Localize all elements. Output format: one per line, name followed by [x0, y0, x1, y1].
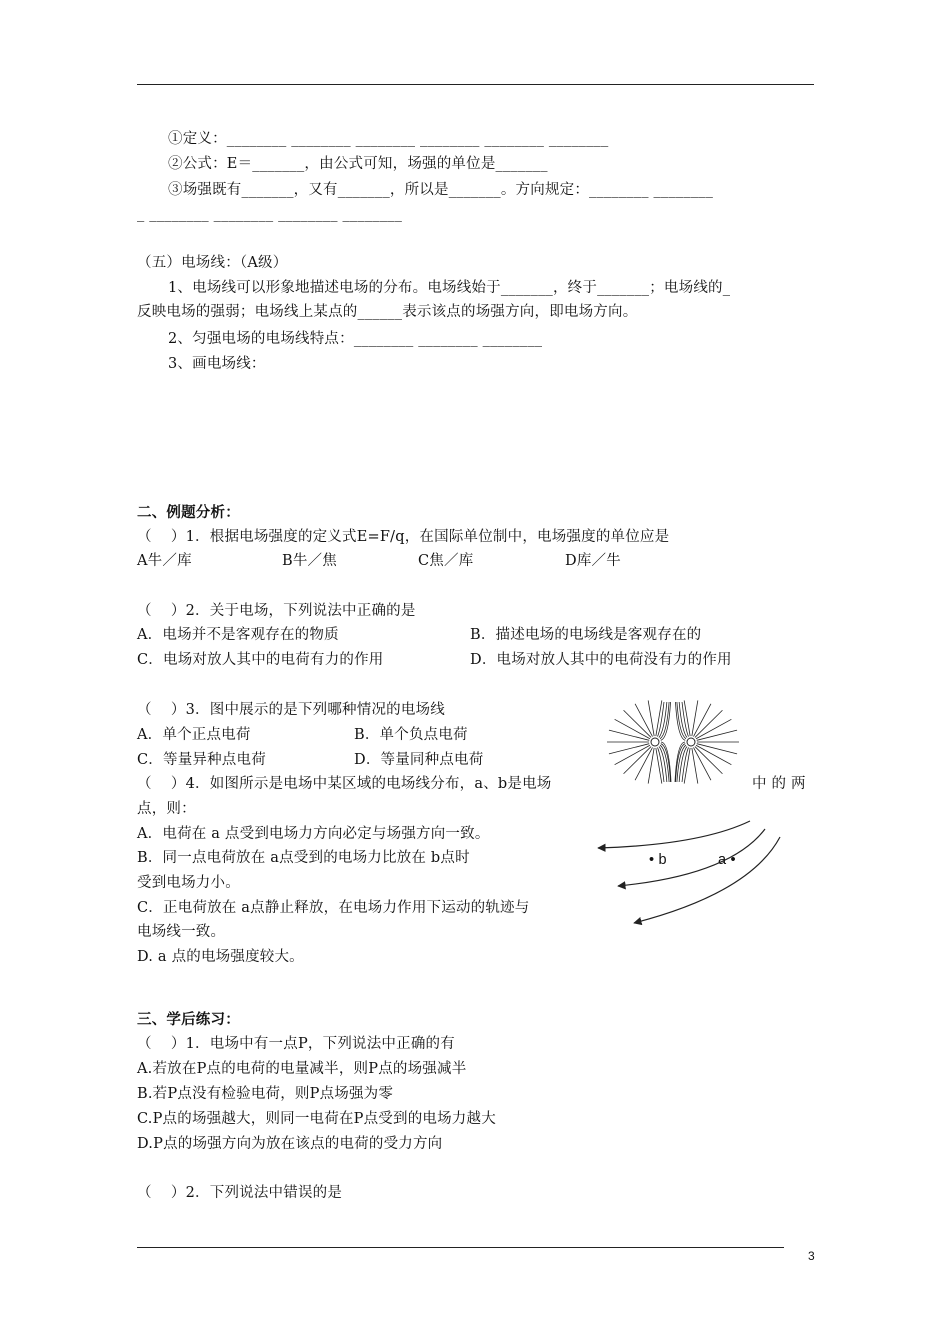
example-q3-option-d: D．等量同种点电荷 — [354, 752, 484, 768]
example-q1-option-a: A牛／库 — [137, 553, 192, 569]
field-line — [659, 702, 667, 737]
field-line — [684, 748, 690, 784]
field-line — [661, 702, 671, 740]
example-q4-option-d: D. a 点的电场强度较大。 — [137, 949, 304, 965]
example-q1: （ ）1．根据电场强度的定义式E=F/q，在国际单位制中，电场强度的单位应是 — [137, 529, 670, 545]
example-q3-option-a: A．单个正点电荷 — [137, 727, 251, 743]
example-q3-option-c: C．等量异种点电荷 — [137, 752, 266, 768]
practice-q1: （ ）1．电场中有一点P，下列说法中正确的有 — [137, 1036, 455, 1052]
example-q4-tail: 中 的 两 — [752, 776, 806, 792]
point-b-label: • b — [649, 852, 667, 868]
example-q2-option-d: D．电场对放人其中的电荷没有力的作用 — [470, 652, 732, 668]
practice-q1-option-c: C.P点的场强越大，则同一电荷在P点受到的电场力越大 — [137, 1111, 496, 1127]
examples-heading: 二、例题分析： — [137, 505, 240, 521]
field-line — [695, 710, 723, 737]
example-q2-option-b: B．描述电场的电场线是客观存在的 — [470, 627, 702, 643]
vector-line: ③场强既有_______，又有_______，所以是_______。方向规定：________ ________ — [168, 182, 714, 198]
definition-line: ①定义：________ ________ ________ ________ ________ ________ — [168, 131, 609, 147]
example-q4-option-b: B．同一点电荷放在 a点受到的电场力比放在 b点时 — [137, 850, 470, 866]
formula-line: ②公式：E＝_______，由公式可知，场强的单位是_______ — [168, 156, 548, 172]
example-q1-option-c: C焦／库 — [418, 553, 474, 569]
header-rule — [137, 84, 814, 85]
field-line-p3: 3、画电场线： — [168, 356, 266, 372]
field-line — [695, 747, 723, 774]
example-q3: （ ）3．图中展示的是下列哪种情况的电场线 — [137, 702, 445, 718]
example-q4-option-b-cont: 受到电场力小。 — [137, 875, 240, 891]
practice-q1-option-a: A.若放在P点的电荷的电量减半，则P点的场强减半 — [137, 1061, 467, 1077]
field-line — [684, 700, 690, 736]
charge-left — [651, 738, 659, 746]
like-charges-field-figure — [605, 695, 740, 785]
example-q4-cont: 点，则： — [137, 801, 196, 817]
point-a-label: a • — [718, 852, 736, 868]
field-line — [624, 747, 652, 774]
field-line — [624, 710, 652, 737]
field-line — [656, 700, 662, 736]
field-line — [679, 702, 687, 737]
practice-q1-option-b: B.若P点没有检验电荷，则P点场强为零 — [137, 1086, 394, 1102]
example-q1-option-d: D库／牛 — [565, 553, 621, 569]
example-q3-option-b: B．单个负点电荷 — [354, 727, 468, 743]
field-line — [675, 702, 685, 740]
field-line — [659, 747, 667, 782]
field-line — [661, 744, 671, 782]
practice-q2: （ ）2．下列说法中错误的是 — [137, 1185, 343, 1201]
example-q2-option-a: A．电场并不是客观存在的物质 — [137, 627, 339, 643]
charge-right — [687, 738, 695, 746]
section5-title: （五）电场线：（A级） — [137, 255, 288, 271]
field-line-p1-cont: 反映电场的强弱；电场线上某点的______表示该点的场强方向，即电场方向。 — [137, 304, 638, 320]
example-q4: （ ）4．如图所示是电场中某区域的电场线分布，a、b是电场 — [137, 776, 552, 792]
example-q2-option-c: C．电场对放人其中的电荷有力的作用 — [137, 652, 384, 668]
field-line — [656, 748, 662, 784]
field-line-p2: 2、匀强电场的电场线特点：________ ________ ________ — [168, 331, 543, 347]
field-line — [679, 747, 687, 782]
vector-line-cont: _ ________ ________ ________ ________ — [137, 206, 403, 222]
practice-q1-option-d: D.P点的场强方向为放在该点的电荷的受力方向 — [137, 1136, 443, 1152]
example-q4-option-a: A．电荷在 a 点受到电场力方向必定与场强方向一致。 — [137, 826, 490, 842]
page-number: 3 — [808, 1249, 815, 1263]
example-q2: （ ）2．关于电场，下列说法中正确的是 — [137, 603, 416, 619]
field-lines-ab-figure — [590, 815, 790, 930]
example-q4-option-c-cont: 电场线一致。 — [137, 924, 226, 940]
field-line-p1: 1、电场线可以形象地描述电场的分布。电场线始于_______，终于_______；电场线的_ — [168, 280, 731, 296]
practice-heading: 三、学后练习： — [137, 1012, 240, 1028]
example-q4-option-c: C．正电荷放在 a点静止释放，在电场力作用下运动的轨迹与 — [137, 900, 530, 916]
footer-rule — [137, 1247, 784, 1248]
field-line-1 — [598, 821, 750, 848]
example-q1-option-b: B牛／焦 — [282, 553, 337, 569]
